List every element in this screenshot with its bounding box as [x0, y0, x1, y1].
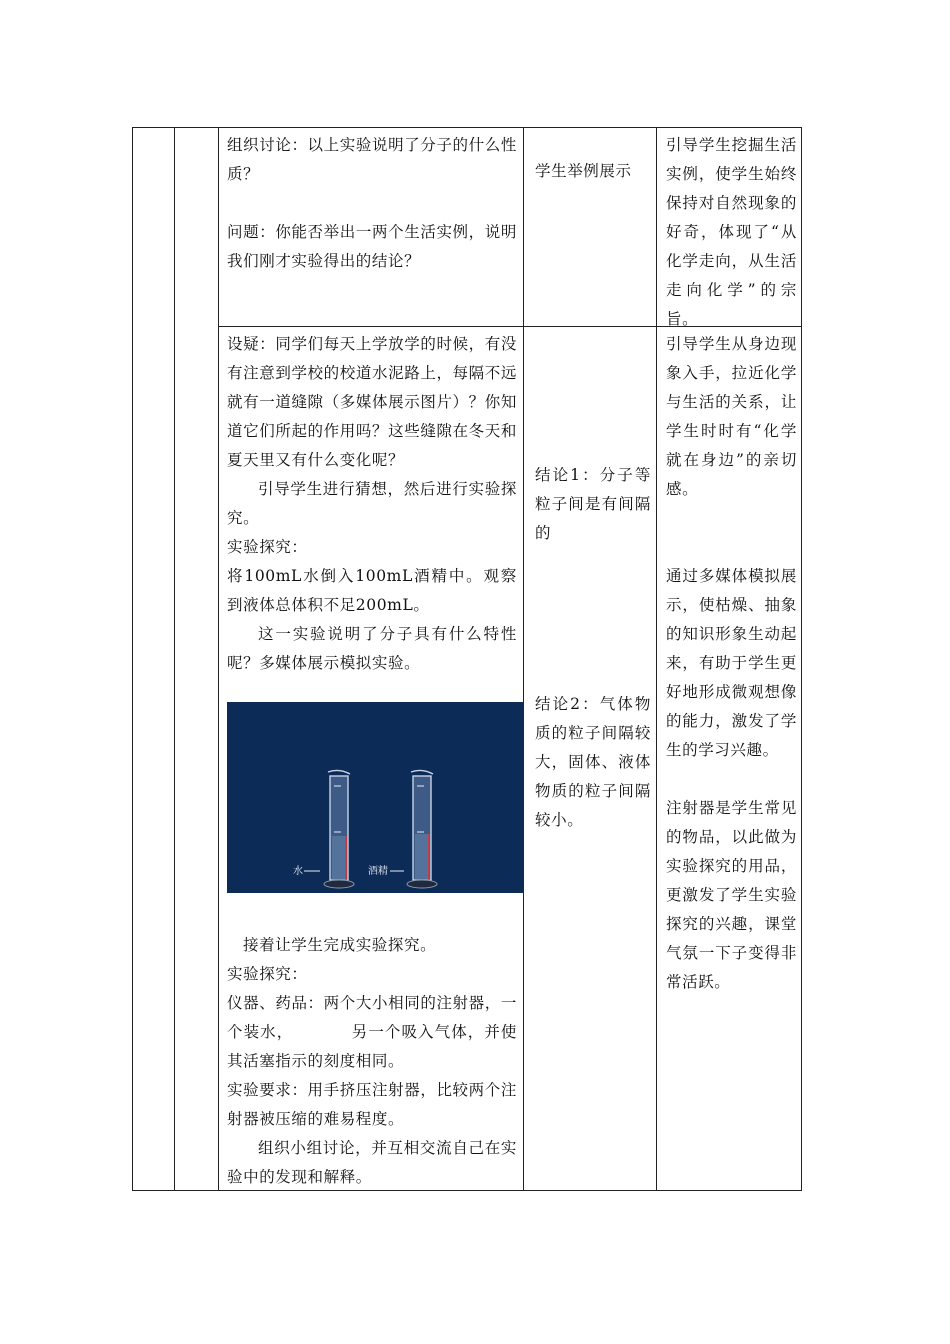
cylinder-icon — [407, 770, 437, 888]
next-step-text: 接着让学生完成实验探究。 — [243, 936, 437, 954]
requirement-text: 实验要求：用手挤压注射器，比较两个注射器被压缩的难易程度。 — [227, 1081, 517, 1128]
simulation-image — [227, 702, 524, 893]
row2-design-intent — [666, 330, 797, 997]
cylinder-icon — [324, 770, 354, 888]
experiment-label: 实验探究： — [227, 538, 308, 556]
col-divider — [174, 128, 175, 1190]
row1-student-activity: 学生举例展示 — [535, 162, 632, 180]
row1-design-intent: 引导学生挖掘生活实例，使学生始终保持对自然现象的好奇，体现了“从化学走向，从生活走向化学”的宗旨。 — [666, 136, 797, 328]
experiment-text: 将100mL水倒入100mL酒精中。观察到液体总体积不足200mL。 — [227, 567, 517, 614]
question-text: 问题：你能否举出一两个生活实例，说明我们刚才实验得出的结论？ — [227, 223, 517, 270]
row2-content-bottom — [227, 931, 517, 1192]
water-label: 水 — [293, 866, 303, 877]
col-divider — [218, 128, 219, 1190]
row1-content — [227, 131, 517, 276]
question-text: 这一实验说明了分子具有什么特性呢？多媒体展示模拟实验。 — [227, 625, 517, 672]
discussion-text: 组织小组讨论，并互相交流自己在实验中的发现和解释。 — [227, 1139, 517, 1186]
alcohol-label: 酒精 — [368, 866, 388, 877]
conclusion-1: 结论1：分子等粒子间是有间隔的 — [535, 466, 651, 542]
graduated-cylinders-illustration — [227, 702, 524, 893]
conclusion-2: 结论2：气体物质的粒子间隔较大，固体、液体物质的粒子间隔较小。 — [535, 695, 651, 829]
col-divider — [523, 128, 524, 1190]
intent-paragraph-3: 注射器是学生常见的物品，以此做为实验探究的用品，更激发了学生实验探究的兴趣，课堂气氛一下子变得非常活跃。 — [666, 799, 797, 991]
row2-content-top — [227, 330, 517, 678]
intent-paragraph-2: 通过多媒体模拟展示，使枯燥、抽象的知识形象生动起来，有助于学生更好地形成微观想像的能力，激发了学生的学习兴趣。 — [666, 567, 797, 759]
instruments-text: 仪器、药品：两个大小相同的注射器，一个装水， 另一个吸入气体，并使其活塞指示的刻度相同。 — [227, 994, 517, 1070]
experiment2-label: 实验探究： — [227, 965, 308, 983]
col-divider — [656, 128, 657, 1190]
lesson-table — [132, 127, 802, 1191]
intent-paragraph-1: 引导学生从身边现象入手，拉近化学与生活的关系，让学生时时有“化学就在身边”的亲切感。 — [666, 335, 797, 498]
discussion-text: 组织讨论：以上实验说明了分子的什么性质？ — [227, 136, 517, 183]
guide-text: 引导学生进行猜想，然后进行实验探究。 — [227, 480, 517, 527]
intro-text: 设疑：同学们每天上学放学的时候，有没有注意到学校的校道水泥路上，每隔不远就有一道缝隙（多媒体展示图片）？你知道它们所起的作用吗？这些缝隙在冬天和夏天里又有什么变化呢？ — [227, 335, 517, 469]
